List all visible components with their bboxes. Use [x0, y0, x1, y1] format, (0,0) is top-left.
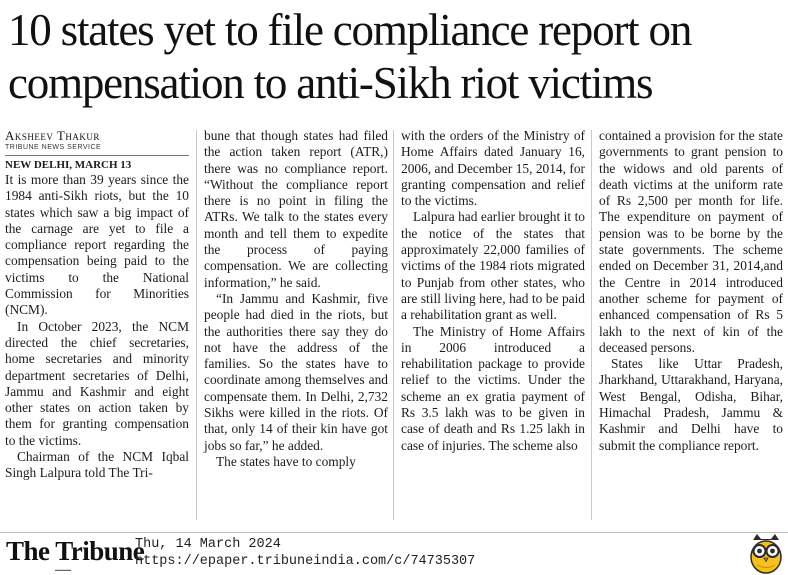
paragraph: contained a provision for the state governments to grant pension to the widows and old parents of death victims at the uniform rate of Rs 2,500 per month for life. The expenditure on payment of pension was to be borne by the state governments. The scheme ended on December 31, 2014,and the Centre in 2014 introduced another scheme for payment of enhanced compensation of Rs 5 lakh to the next of kin of the deceased persons. — [599, 128, 783, 355]
footer — [0, 530, 788, 575]
paragraph: In October 2023, the NCM directed the chief secretaries, home secretaries and minority department secretaries of Delhi, Jammu and Kashmir and eight other states on action taken by them for granting compensation to the victims. — [5, 318, 189, 448]
paragraph: The states have to comply — [216, 453, 356, 469]
article-column-2 — [204, 128, 388, 470]
paragraph: with the orders of the Ministry of Home Affairs dated January 16, 2006, and December 15, 2014, for granting compensation and relief to the victims. — [401, 128, 585, 209]
paragraph: “In Jammu and Kashmir, five people had died in the riots, but the authorities there say they do not have the address of the families. So the states have to coordinate among themselves and compensate them. In Delhi, 2,732 Sikhs were killed in the riots. Of that, only 14 of their kin have got jobs so far,” he added. — [204, 290, 388, 453]
headline-line-2: compensation to anti-Sikh riot victims — [8, 58, 653, 108]
paragraph: Lalpura had earlier brought it to the notice of the states that approximately 22,000 families of victims of the 1984 riots migrated to Punjab from other states, who are still living here, had to be paid a rehabilitation grant as well. — [401, 209, 585, 323]
paragraph: The Ministry of Home Affairs in 2006 introduced a rehabilitation package to provide relief to the victims. Under the scheme an ex gratia payment of Rs 3.5 lakh was to be given in case of death and Rs 1.25 lakh in case of injuries. The scheme also — [401, 323, 585, 453]
paragraph: It is more than 39 years since the 1984 anti-Sikh riots, but the 10 states which saw a big impact of the carnage are yet to file a compliance report regarding the compensation being paid to the victims to the National Commission for Minorities (NCM). — [5, 172, 189, 318]
column-divider — [591, 130, 592, 520]
headline-line-1: 10 states yet to file compliance report on — [8, 5, 692, 55]
article-column-4 — [599, 128, 783, 454]
owl-icon — [747, 532, 785, 574]
byline-author: Aksheev Thakur — [5, 128, 100, 143]
column-divider — [196, 130, 197, 520]
source-url[interactable]: https://epaper.tribuneindia.com/c/74735307 — [135, 554, 476, 569]
dateline: NEW DELHI, MARCH 13 — [5, 159, 132, 171]
byline-service: TRIBUNE NEWS SERVICE — [5, 143, 189, 156]
tribune-logo-tagline: ▬▬▬▬ — [55, 567, 71, 572]
article-column-1 — [5, 128, 189, 482]
headline — [8, 4, 784, 110]
column-divider — [393, 130, 394, 520]
publish-date: Thu, 14 March 2024 — [135, 537, 281, 552]
article-column-3 — [401, 128, 585, 454]
paragraph: Chairman of the NCM Iqbal Singh Lalpura told The Tri- — [5, 449, 189, 481]
source-meta — [135, 536, 475, 570]
paragraph: bune that though states had filed the action taken report (ATR,) there was no compliance report. “Without the compliance report there is no point in filing the ATRs. We talk to the states every month and tell them to expedite the process of paying compensation. We are collecting information,” he said. — [204, 128, 388, 290]
tribune-logo: The Tribune — [6, 536, 145, 566]
footer-divider — [0, 532, 788, 533]
paragraph: States like Uttar Pradesh, Jharkhand, Uttarakhand, Haryana, West Bengal, Odisha, Bihar, Himachal Pradesh, Jammu & Kashmir and Delhi have to submit the compliance report. — [599, 356, 783, 453]
